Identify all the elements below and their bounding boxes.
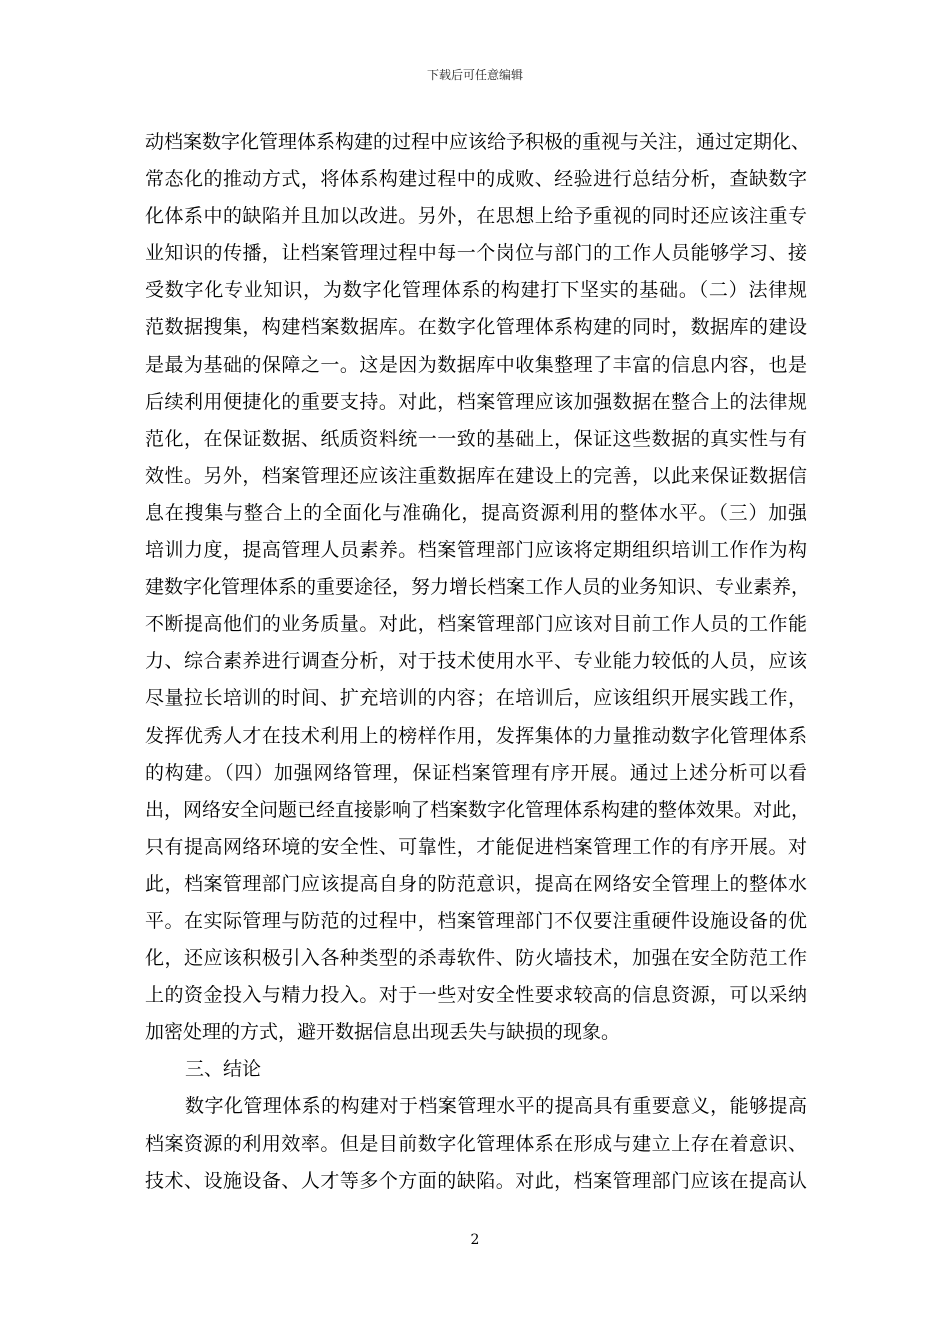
text-line: 出，网络安全问题已经直接影响了档案数字化管理体系构建的整体效果。对此，	[145, 798, 811, 821]
text-line: 的构建。（四）加强网络管理，保证档案管理有序开展。通过上述分析可以看	[145, 761, 807, 784]
text-line: 加密处理的方式，避开数据信息出现丢失与缺损的现象。	[145, 1021, 621, 1044]
text-line: 息在搜集与整合上的全面化与准确化，提高资源利用的整体水平。（三）加强	[145, 501, 807, 524]
text-line: 后续利用便捷化的重要支持。对此，档案管理应该加强数据在整合上的法律规	[145, 390, 807, 413]
section-heading: 三、结论	[185, 1058, 262, 1081]
text-line: 平。在实际管理与防范的过程中，档案管理部门不仅要注重硬件设施设备的优	[145, 909, 807, 932]
text-line: 业知识的传播，让档案管理过程中每一个岗位与部门的工作人员能够学习、接	[145, 242, 807, 265]
text-line: 化，还应该积极引入各种类型的杀毒软件、防火墙技术，加强在安全防范工作	[145, 947, 807, 970]
text-line: 建数字化管理体系的重要途径，努力增长档案工作人员的业务知识、专业素养，	[145, 576, 811, 599]
page-number: 2	[470, 1232, 480, 1248]
text-line: 效性。另外，档案管理还应该注重数据库在建设上的完善，以此来保证数据信	[145, 464, 807, 487]
text-line: 不断提高他们的业务质量。对此，档案管理部门应该对目前工作人员的工作能	[145, 613, 807, 636]
text-line: 范化，在保证数据、纸质资料统一一致的基础上，保证这些数据的真实性与有	[145, 427, 807, 450]
text-line: 发挥优秀人才在技术利用上的榜样作用，发挥集体的力量推动数字化管理体系	[145, 724, 807, 747]
text-line: 培训力度，提高管理人员素养。档案管理部门应该将定期组织培训工作作为构	[145, 539, 807, 562]
text-line: 化体系中的缺陷并且加以改进。另外，在思想上给予重视的同时还应该注重专	[145, 205, 807, 228]
page-header: 下载后可任意编辑	[426, 68, 523, 82]
body-paragraph	[145, 124, 811, 1051]
text-line: 力、综合素养进行调查分析，对于技术使用水平、专业能力较低的人员，应该	[145, 650, 807, 673]
text-line: 动档案数字化管理体系构建的过程中应该给予积极的重视与关注，通过定期化、	[145, 131, 811, 153]
text-line: 受数字化专业知识，为数字化管理体系的构建打下坚实的基础。（二）法律规	[145, 279, 807, 302]
conclusion-paragraph	[145, 1088, 807, 1199]
text-line: 常态化的推动方式，将体系构建过程中的成败、经验进行总结分析，查缺数字	[145, 168, 807, 191]
page-body	[145, 124, 811, 1200]
text-line: 技术、设施设备、人才等多个方面的缺陷。对此，档案管理部门应该在提高认	[145, 1169, 807, 1192]
text-line: 是最为基础的保障之一。这是因为数据库中收集整理了丰富的信息内容，也是	[145, 353, 807, 376]
text-line: 尽量拉长培训的时间、扩充培训的内容；在培训后，应该组织开展实践工作，	[145, 687, 807, 710]
text-line: 此，档案管理部门应该提高自身的防范意识，提高在网络安全管理上的整体水	[145, 872, 807, 895]
text-line: 数字化管理体系的构建对于档案管理水平的提高具有重要意义，能够提高	[185, 1095, 807, 1118]
text-line: 范数据搜集，构建档案数据库。在数字化管理体系构建的同时，数据库的建设	[145, 316, 807, 339]
text-line: 上的资金投入与精力投入。对于一些对安全性要求较高的信息资源，可以采纳	[145, 984, 807, 1007]
text-line: 档案资源的利用效率。但是目前数字化管理体系在形成与建立上存在着意识、	[145, 1132, 807, 1155]
text-line: 只有提高网络环境的安全性、可靠性，才能促进档案管理工作的有序开展。对	[145, 835, 807, 858]
